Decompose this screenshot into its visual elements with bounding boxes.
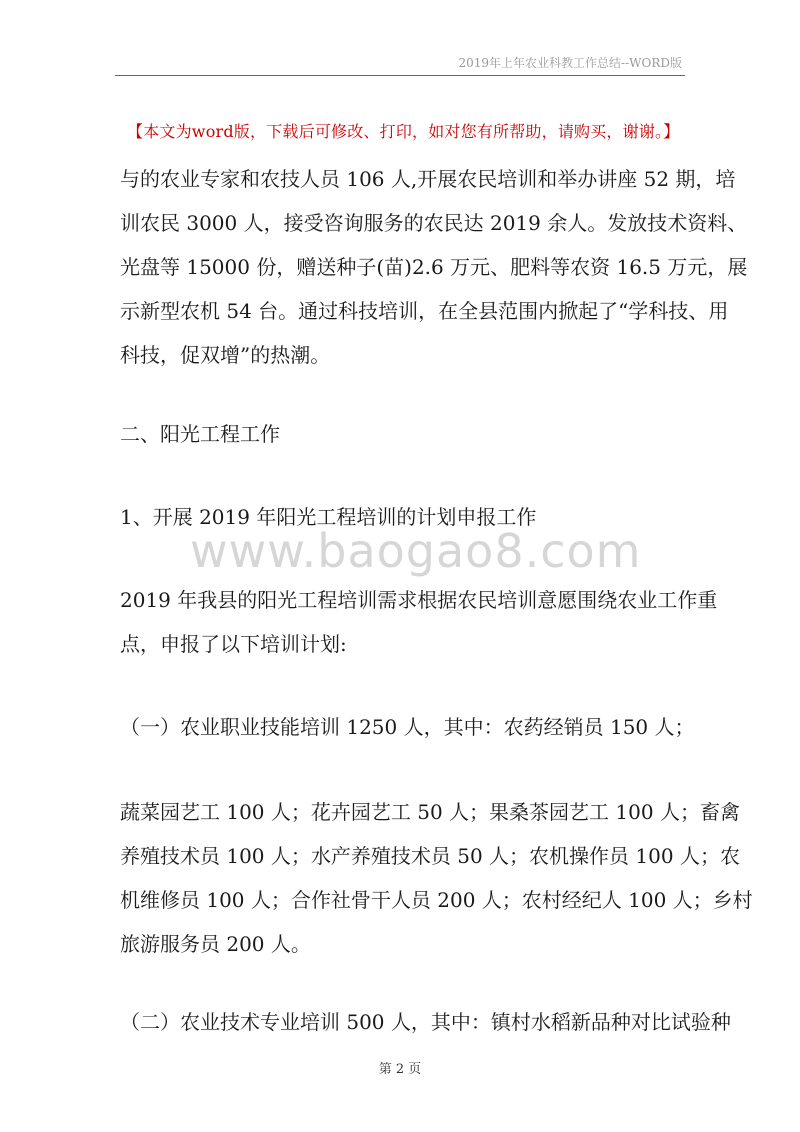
paragraph-technical-training [120,1000,731,1044]
document-header-title: 2019年上年农业科教工作总结--WORD版 [458,56,682,70]
header-divider [115,75,685,76]
text-line: 1、开展 2019 年阳光工程培训的计划申报工作 [120,505,537,529]
paragraph-vocational-details [120,790,753,966]
text-line: （一）农业职业技能培训 1250 人，其中：农药经销员 150 人； [120,715,695,739]
watermark: www.baogao8.com [190,524,642,578]
text-line: 养殖技术员 100 人；水产养殖技术员 50 人；农机操作员 100 人；农 [120,844,740,868]
text-line: 示新型农机 54 台。通过科技培训，在全县范围内掀起了“学科技、用 [120,299,729,323]
text-line: 光盘等 15000 份，赠送种子(苗)2.6 万元、肥料等农资 16.5 万元，展 [120,255,748,279]
paragraph-vocational-training [120,705,695,749]
text-line: 二、阳光工程工作 [120,422,280,446]
text-line: 2019 年我县的阳光工程培训需求根据农民培训意愿围绕农业工作重 [120,588,718,612]
text-line: 科技，促双增”的热潮。 [120,343,331,367]
paragraph-training-plan-intro [120,578,718,666]
text-line: （二）农业技术专业培训 500 人，其中：镇村水稻新品种对比试验种 [120,1010,731,1034]
text-line: 机维修员 100 人；合作社骨干人员 200 人；农村经纪人 100 人；乡村 [120,888,753,912]
text-line: 点，申报了以下培训计划: [120,632,347,656]
download-notice: 【本文为word版，下载后可修改、打印，如对您有所帮助，请购买，谢谢。】 [127,122,680,141]
section-heading-sunshine-project [120,412,685,456]
page-number: 第 2 页 [378,1062,422,1077]
paragraph-training-summary [120,157,748,377]
text-line: 蔬菜园艺工 100 人；花卉园艺工 50 人；果桑茶园艺工 100 人；畜禽 [120,800,740,824]
text-line: 与的农业专家和农技人员 106 人,开展农民培训和举办讲座 52 期，培 [120,167,736,191]
text-line: 训农民 3000 人，接受咨询服务的农民达 2019 余人。发放技术资料、 [120,211,748,235]
text-line: 旅游服务员 200 人。 [120,932,311,956]
